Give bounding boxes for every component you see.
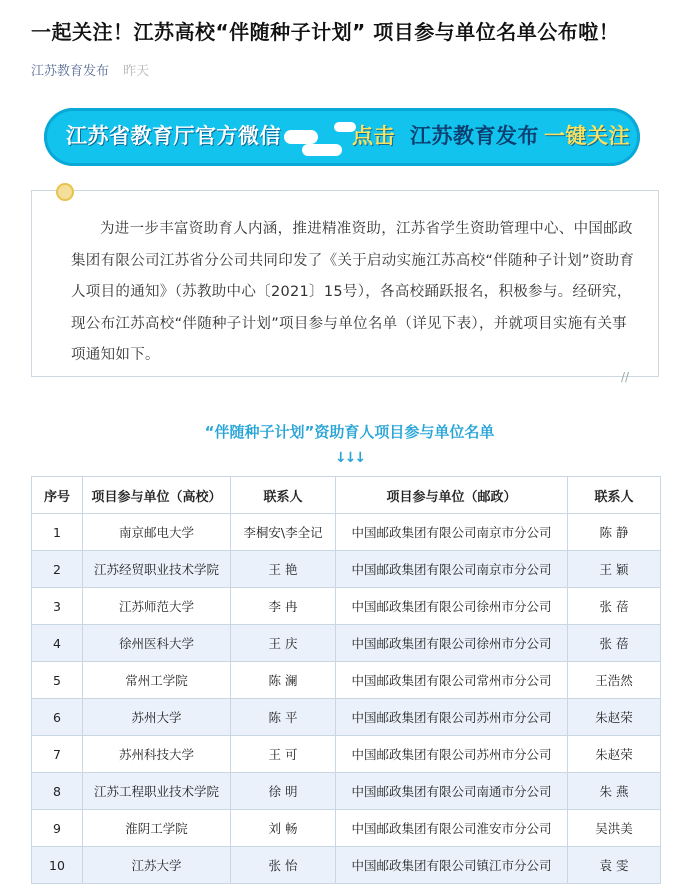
table-row: [32, 662, 661, 699]
article-meta: [31, 60, 149, 79]
cell-university: 徐州医科大学: [83, 625, 231, 662]
cell-contact: 陈 平: [231, 699, 336, 736]
cell-contact: 李 冉: [231, 588, 336, 625]
cell-postal-unit: 中国邮政集团有限公司南京市分公司: [336, 514, 568, 551]
cell-university: 南京邮电大学: [83, 514, 231, 551]
cell-postal-contact: 袁 雯: [568, 847, 661, 884]
table-row: [32, 847, 661, 884]
cell-contact: 王 可: [231, 736, 336, 773]
article-title: 一起关注！江苏高校“伴随种子计划” 项目参与单位名单公布啦！: [31, 20, 620, 44]
cell-postal-unit: 中国邮政集团有限公司南京市分公司: [336, 551, 568, 588]
participants-table: [31, 476, 661, 884]
table-row: [32, 810, 661, 847]
cell-postal-contact: 陈 静: [568, 514, 661, 551]
cell-postal-contact: 朱 燕: [568, 773, 661, 810]
cell-university: 苏州大学: [83, 699, 231, 736]
follow-banner[interactable]: [44, 108, 640, 166]
cell-index: 1: [32, 514, 83, 551]
intro-paragraph: 为进一步丰富资助育人内涵，推进精准资助，江苏省学生资助管理中心、中国邮政集团有限公司江苏省分公司共同印发了《关于启动实施江苏高校“伴随种子计划”资助育人项目的通知》（苏教助中心〔2021〕15号），各高校踊跃报名，积极参与。经研究，现公布江苏高校“伴随种子计划”项目参与单位名单（详见下表），并就项目实施有关事项通知如下。: [71, 221, 635, 363]
cell-index: 5: [32, 662, 83, 699]
cell-contact: 王 庆: [231, 625, 336, 662]
cell-postal-unit: 中国邮政集团有限公司常州市分公司: [336, 662, 568, 699]
cell-contact: 张 怡: [231, 847, 336, 884]
table-row: [32, 699, 661, 736]
header-index: 序号: [32, 477, 83, 514]
banner-click-label: 点击: [352, 124, 395, 148]
cell-postal-contact: 吴洪美: [568, 810, 661, 847]
header-university: 项目参与单位（高校）: [83, 477, 231, 514]
cell-university: 江苏大学: [83, 847, 231, 884]
cell-index: 8: [32, 773, 83, 810]
cell-contact: 李桐安\李全记: [231, 514, 336, 551]
banner-official-wechat: 江苏省教育厅官方微信: [66, 124, 281, 148]
cell-postal-unit: 中国邮政集团有限公司苏州市分公司: [336, 699, 568, 736]
banner-account-name: 江苏教育发布: [410, 124, 539, 148]
header-postal-contact: 联系人: [568, 477, 661, 514]
cell-university: 苏州科技大学: [83, 736, 231, 773]
banner-follow-label: 一键关注: [544, 124, 630, 148]
table-row: [32, 736, 661, 773]
cell-postal-contact: 张 蓓: [568, 588, 661, 625]
cell-postal-contact: 朱赵荣: [568, 699, 661, 736]
cloud-icon: [284, 130, 318, 144]
cell-postal-unit: 中国邮政集团有限公司徐州市分公司: [336, 625, 568, 662]
cell-index: 2: [32, 551, 83, 588]
corner-slash-icon: //: [621, 370, 630, 384]
cell-index: 6: [32, 699, 83, 736]
cell-index: 9: [32, 810, 83, 847]
cell-postal-contact: 王浩然: [568, 662, 661, 699]
cloud-icon: [302, 144, 342, 156]
table-row: [32, 625, 661, 662]
account-name-link[interactable]: 江苏教育发布: [31, 64, 110, 79]
cell-index: 10: [32, 847, 83, 884]
cell-postal-unit: 中国邮政集团有限公司淮安市分公司: [336, 810, 568, 847]
cell-contact: 刘 畅: [231, 810, 336, 847]
cell-university: 江苏工程职业技术学院: [83, 773, 231, 810]
table-row: [32, 551, 661, 588]
header-contact: 联系人: [231, 477, 336, 514]
down-arrows-icon: ↓↓↓: [334, 450, 365, 466]
table-row: [32, 773, 661, 810]
table-row: [32, 588, 661, 625]
quote-dot-icon: [56, 183, 74, 201]
cell-postal-unit: 中国邮政集团有限公司苏州市分公司: [336, 736, 568, 773]
cell-university: 淮阴工学院: [83, 810, 231, 847]
cell-postal-unit: 中国邮政集团有限公司徐州市分公司: [336, 588, 568, 625]
header-postal-unit: 项目参与单位（邮政）: [336, 477, 568, 514]
cell-index: 4: [32, 625, 83, 662]
cell-contact: 王 艳: [231, 551, 336, 588]
cell-postal-unit: 中国邮政集团有限公司镇江市分公司: [336, 847, 568, 884]
cell-postal-contact: 王 颖: [568, 551, 661, 588]
cell-postal-unit: 中国邮政集团有限公司南通市分公司: [336, 773, 568, 810]
table-header-row: [32, 477, 661, 514]
cell-contact: 徐 明: [231, 773, 336, 810]
table-title: “伴随种子计划”资助育人项目参与单位名单: [204, 423, 495, 441]
cell-postal-contact: 张 蓓: [568, 625, 661, 662]
cell-university: 江苏师范大学: [83, 588, 231, 625]
publish-time: 昨天: [123, 64, 150, 79]
cell-index: 7: [32, 736, 83, 773]
table-row: [32, 514, 661, 551]
cell-contact: 陈 澜: [231, 662, 336, 699]
cell-university: 江苏经贸职业技术学院: [83, 551, 231, 588]
cell-university: 常州工学院: [83, 662, 231, 699]
cell-postal-contact: 朱赵荣: [568, 736, 661, 773]
cell-index: 3: [32, 588, 83, 625]
